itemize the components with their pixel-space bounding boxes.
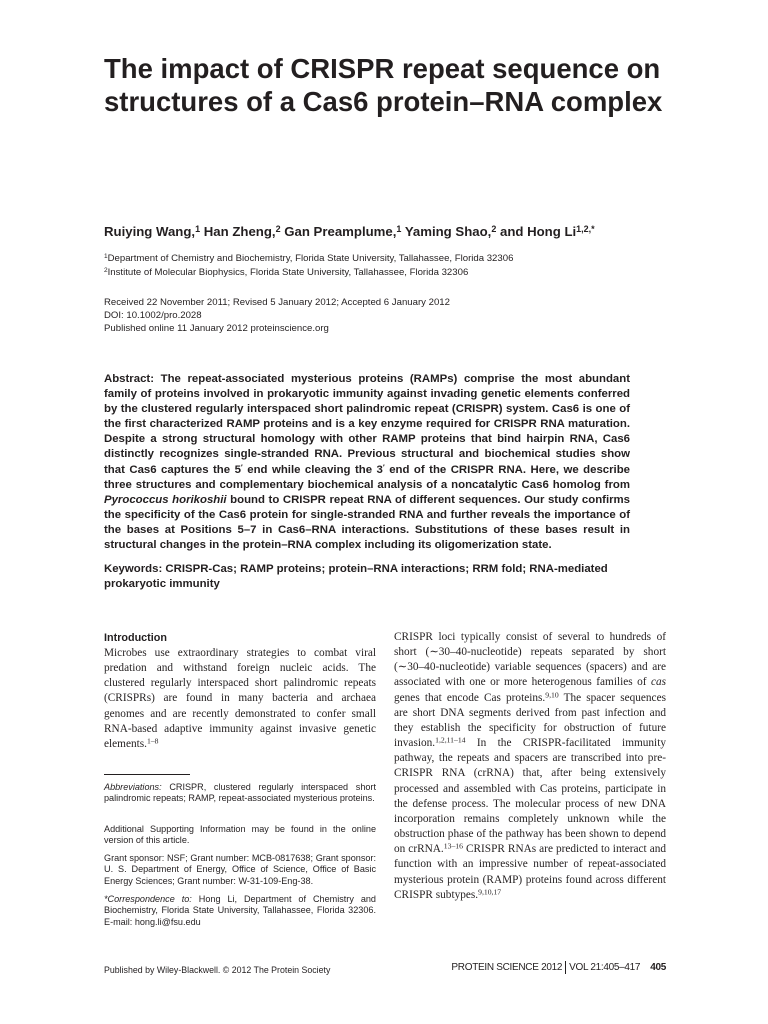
abstract	[104, 372, 630, 553]
reference-mark: 9,10	[545, 690, 559, 700]
affiliation-text: Institute of Molecular Biophysics, Florida State University, Tallahassee, Florida 32306	[107, 267, 469, 278]
reference-mark: 1,2,11–14	[435, 735, 466, 745]
footnote-text: Hong Li, Department of Chemistry and Biochemistry, Florida State University, Tallahassee, Florida 32306. E-mail: hong.li@fsu.edu	[104, 894, 376, 927]
prime-mark: ′	[382, 462, 385, 472]
footnote-divider	[104, 774, 190, 775]
affiliation-mark: 2	[104, 267, 108, 275]
abstract-label: Abstract:	[104, 373, 155, 385]
journal-name: PROTEIN SCIENCE 2012	[451, 962, 563, 974]
footnote-label: Abbreviations:	[104, 782, 162, 792]
body-text: The spacer sequences are short DNA segments derived from past infection and they establish the specificity for obstruction of future invasion.	[394, 691, 666, 750]
organism-name: Pyrococcus horikoshii	[104, 493, 227, 506]
abstract-text: end of the CRISPR RNA. Here, we describe three structures and complementary biochemical analysis of a noncatalytic Cas6 homolog from	[104, 463, 631, 491]
author-affiliation-mark: 1	[396, 223, 402, 234]
footnote-correspondence	[104, 894, 376, 928]
author-affiliation-mark: 1	[195, 223, 201, 234]
footer-separator	[565, 961, 566, 974]
abstract-text: The repeat-associated mysterious proteins (RAMPs) comprise the most abundant family of proteins involved in prokaryotic immunity against invading genetic elements conferred by the clustered regularly interspaced short palindromic repeat (CRISPR) system. Cas6 is one of the first characterized RAMP proteins and is a key enzyme required for CRISPR RNA maturation. Despite a strong structural homology with other RAMP proteins that bind hairpin RNA, Cas6 distinctly recognizes single-stranded RNA. Previous structural and biochemical studies show that Cas6 captures the 5	[104, 373, 630, 476]
article-history: Received 22 November 2011; Revised 5 January 2012; Accepted 6 January 2012	[104, 297, 450, 308]
section-heading: Introduction	[104, 632, 167, 644]
author-affiliation-mark: 1,2,*	[576, 223, 595, 234]
abstract-text: bound to CRISPR repeat RNA of different sequences. Our study confirms the specificity of the Cas6 protein for single-stranded RNA and further reveals the importance of the bases at Positions 5–7 in Cas6–RNA interactions. Substitutions of these bases result in structural changes in the protein–RNA complex including its oligomerization state.	[104, 493, 631, 552]
author-affiliation-mark: 2	[491, 223, 497, 234]
article-doi: DOI: 10.1002/pro.2028	[104, 310, 202, 321]
publication-info: Published online 11 January 2012 proteinscience.org	[104, 323, 329, 334]
journal-volume: VOL 21:405–417	[569, 962, 641, 974]
journal-footer	[451, 961, 666, 974]
gene-name: cas	[650, 676, 666, 689]
author-name: Ruiying Wang,	[104, 224, 196, 239]
body-text: CRISPR loci typically consist of several to hundreds of short (∼30–40-nucleotide) repeats separated by short (∼30–40-nucleotide) variable sequences (spacers) and are associated with one or more heterogenous families of	[394, 631, 666, 689]
body-text: In the CRISPR-facilitated immunity pathway, the repeats and spacers are transcribed into pre-CRISPR RNA (crRNA) that, after being extensively processed and assembled with Cas proteins, participate in the defense process. The molecular process of new DNA incorporation remains completely unknown while the obstruction phase of the pathway has been shown to depend on crRNA.	[394, 737, 666, 856]
page-number: 405	[650, 962, 666, 974]
author-name: Yaming Shao,	[404, 224, 492, 239]
affiliation	[104, 267, 468, 278]
reference-mark: 1–8	[146, 736, 159, 746]
author-name: Han Zheng,	[203, 224, 276, 239]
affiliation	[104, 253, 513, 264]
keywords: Keywords: CRISPR-Cas; RAMP proteins; protein–RNA interactions; RRM fold; RNA-mediated prokaryotic immunity	[104, 563, 608, 591]
abstract-text: end while cleaving the 3	[242, 463, 383, 476]
prime-mark: ′	[240, 462, 243, 472]
affiliation-text: Department of Chemistry and Biochemistry, Florida State University, Tallahassee, Florida 32306	[107, 253, 514, 264]
body-text: Microbes use extraordinary strategies to combat viral predation and withstand foreign nucleic acids. The clustered regularly interspaced short palindromic repeats (CRISPRs) are found in many bacteria and archaea genomes and are recently demonstrated to confer small RNA-based adaptive immunity against invasive genetic elements.	[104, 647, 376, 750]
reference-mark: 13–16	[443, 841, 463, 851]
footnote-text: CRISPR, clustered regularly interspaced short palindromic repeats; RAMP, repeat-associated mysterious proteins.	[104, 782, 376, 804]
footnote-label: *Correspondence to:	[104, 894, 192, 904]
affiliation-mark: 1	[104, 253, 108, 261]
body-text: genes that encode Cas proteins.	[394, 691, 546, 704]
author-affiliation-mark: 2	[275, 223, 281, 234]
footnote-abbreviations	[104, 782, 376, 805]
publisher-footer: Published by Wiley-Blackwell. © 2012 The Protein Society	[104, 965, 331, 975]
author-name: Gan Preamplume,	[284, 224, 397, 239]
reference-mark: 9,10,17	[478, 887, 502, 897]
footnote-grants: Grant sponsor: NSF; Grant number: MCB-0817638; Grant sponsor: U. S. Department of Energy, Office of Science, Office of Basic Energy Sciences; Grant number: W-31-109-Eng-38.	[104, 853, 376, 886]
author-name: and Hong Li	[499, 224, 577, 239]
body-text: CRISPR RNAs are predicted to interact and function with an impressive number of repeat-associated mysterious protein (RAMP) proteins found across different CRISPR subtypes.	[394, 843, 666, 901]
footnote-supporting: Additional Supporting Information may be found in the online version of this article.	[104, 824, 376, 846]
author-list	[104, 224, 704, 239]
intro-paragraph-left	[104, 646, 376, 752]
intro-paragraph-right	[394, 630, 666, 903]
article-title: The impact of CRISPR repeat sequence on structures of a Cas6 protein–RNA complex	[104, 53, 663, 117]
